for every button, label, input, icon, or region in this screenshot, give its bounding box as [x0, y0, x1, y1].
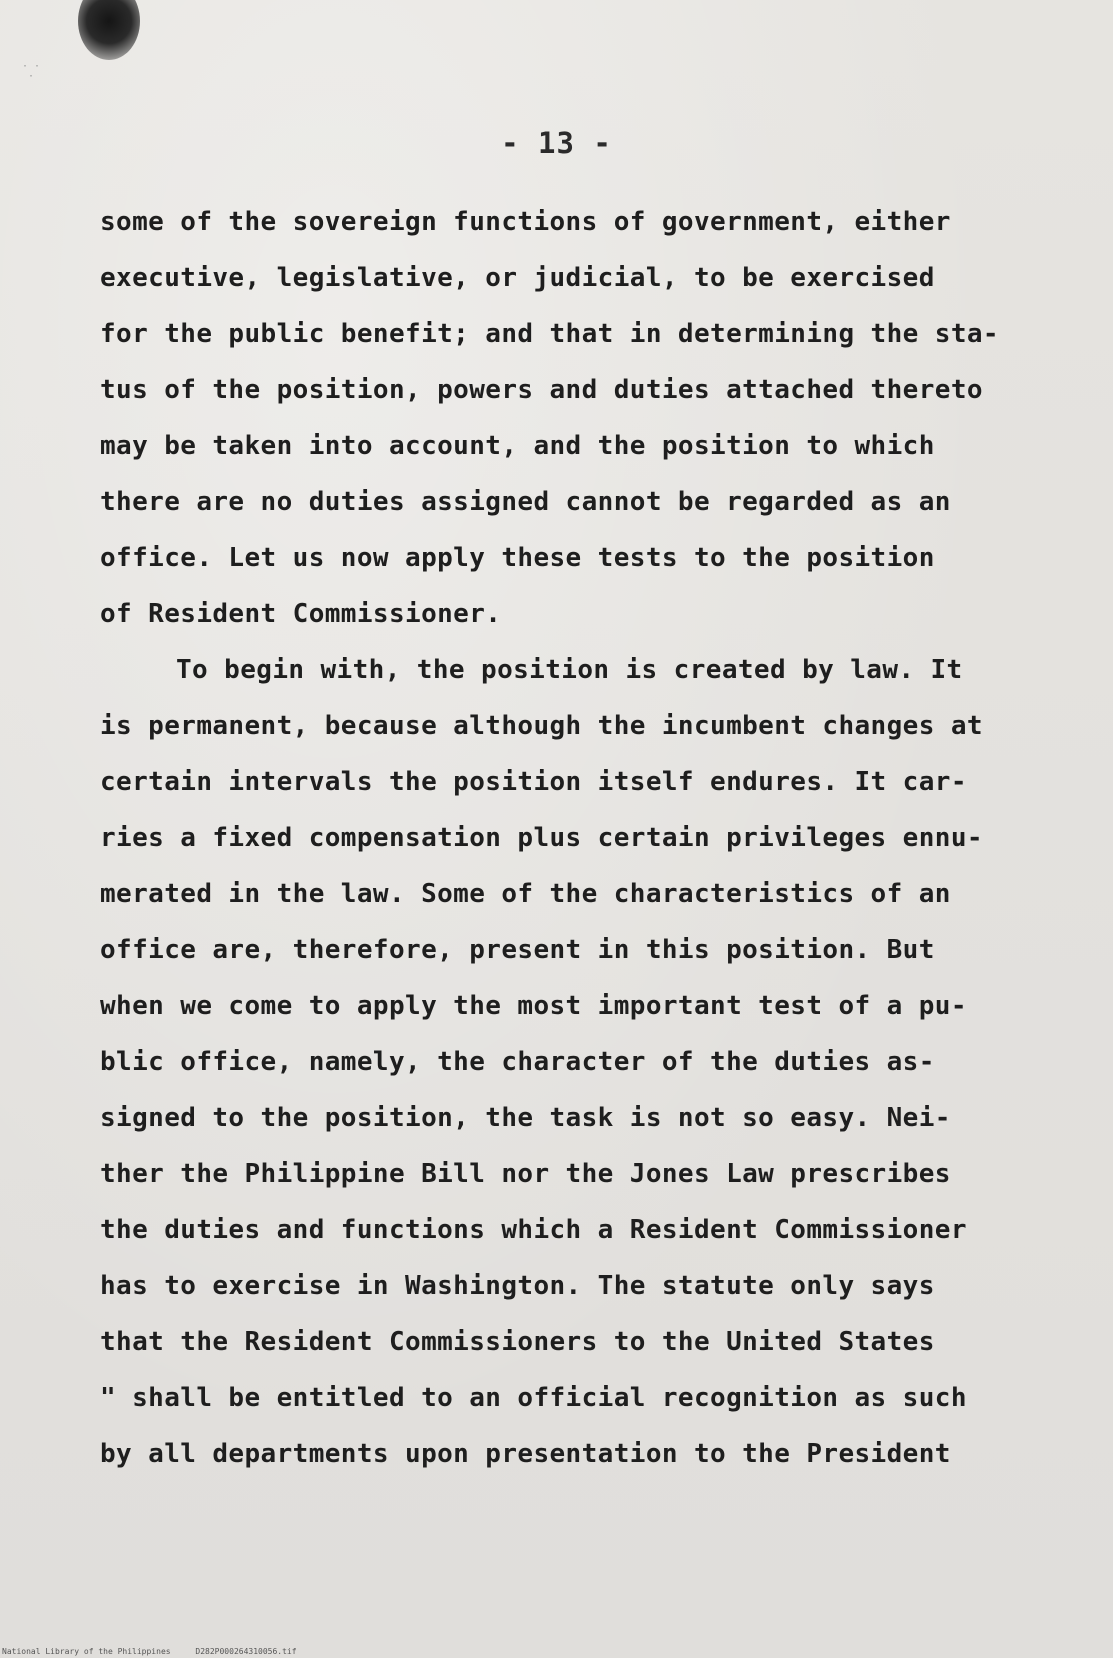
text-line: merated in the law. Some of the characteristics of an	[100, 879, 951, 909]
text-line: for the public benefit; and that in determining the sta-	[100, 319, 999, 349]
body-text	[100, 208, 1040, 1496]
text-line: ther the Philippine Bill nor the Jones Law prescribes	[100, 1159, 951, 1189]
paragraph-start-line: To begin with, the position is created by law. It	[176, 655, 963, 685]
text-line: has to exercise in Washington. The statute only says	[100, 1271, 935, 1301]
text-line: there are no duties assigned cannot be regarded as an	[100, 487, 951, 517]
text-line: is permanent, because although the incumbent changes at	[100, 711, 983, 741]
text-line: blic office, namely, the character of the duties as-	[100, 1047, 935, 1077]
footer-file-id: D282P000264310056.tif	[195, 1647, 297, 1656]
text-line: some of the sovereign functions of government, either	[100, 207, 951, 237]
text-line: signed to the position, the task is not so easy. Nei-	[100, 1103, 951, 1133]
page-number: - 13 -	[501, 126, 612, 160]
scan-footer	[2, 1647, 317, 1656]
scan-specks: · · ·	[22, 61, 41, 82]
text-line: certain intervals the position itself endures. It car-	[100, 767, 967, 797]
text-line: tus of the position, powers and duties attached thereto	[100, 375, 983, 405]
text-line: the duties and functions which a Resident Commissioner	[100, 1215, 967, 1245]
text-line: office are, therefore, present in this position. But	[100, 935, 935, 965]
punch-hole-mark	[78, 0, 140, 60]
text-line: office. Let us now apply these tests to the position	[100, 543, 935, 573]
footer-library: National Library of the Philippines	[2, 1647, 171, 1656]
text-line: executive, legislative, or judicial, to be exercised	[100, 263, 935, 293]
text-line: " shall be entitled to an official recognition as such	[100, 1383, 967, 1413]
text-line: that the Resident Commissioners to the United States	[100, 1327, 935, 1357]
text-line: when we come to apply the most important test of a pu-	[100, 991, 967, 1021]
text-line: may be taken into account, and the position to which	[100, 431, 935, 461]
text-line: by all departments upon presentation to the President	[100, 1439, 951, 1469]
text-line: ries a fixed compensation plus certain privileges ennu-	[100, 823, 983, 853]
text-line: of Resident Commissioner.	[100, 599, 502, 629]
